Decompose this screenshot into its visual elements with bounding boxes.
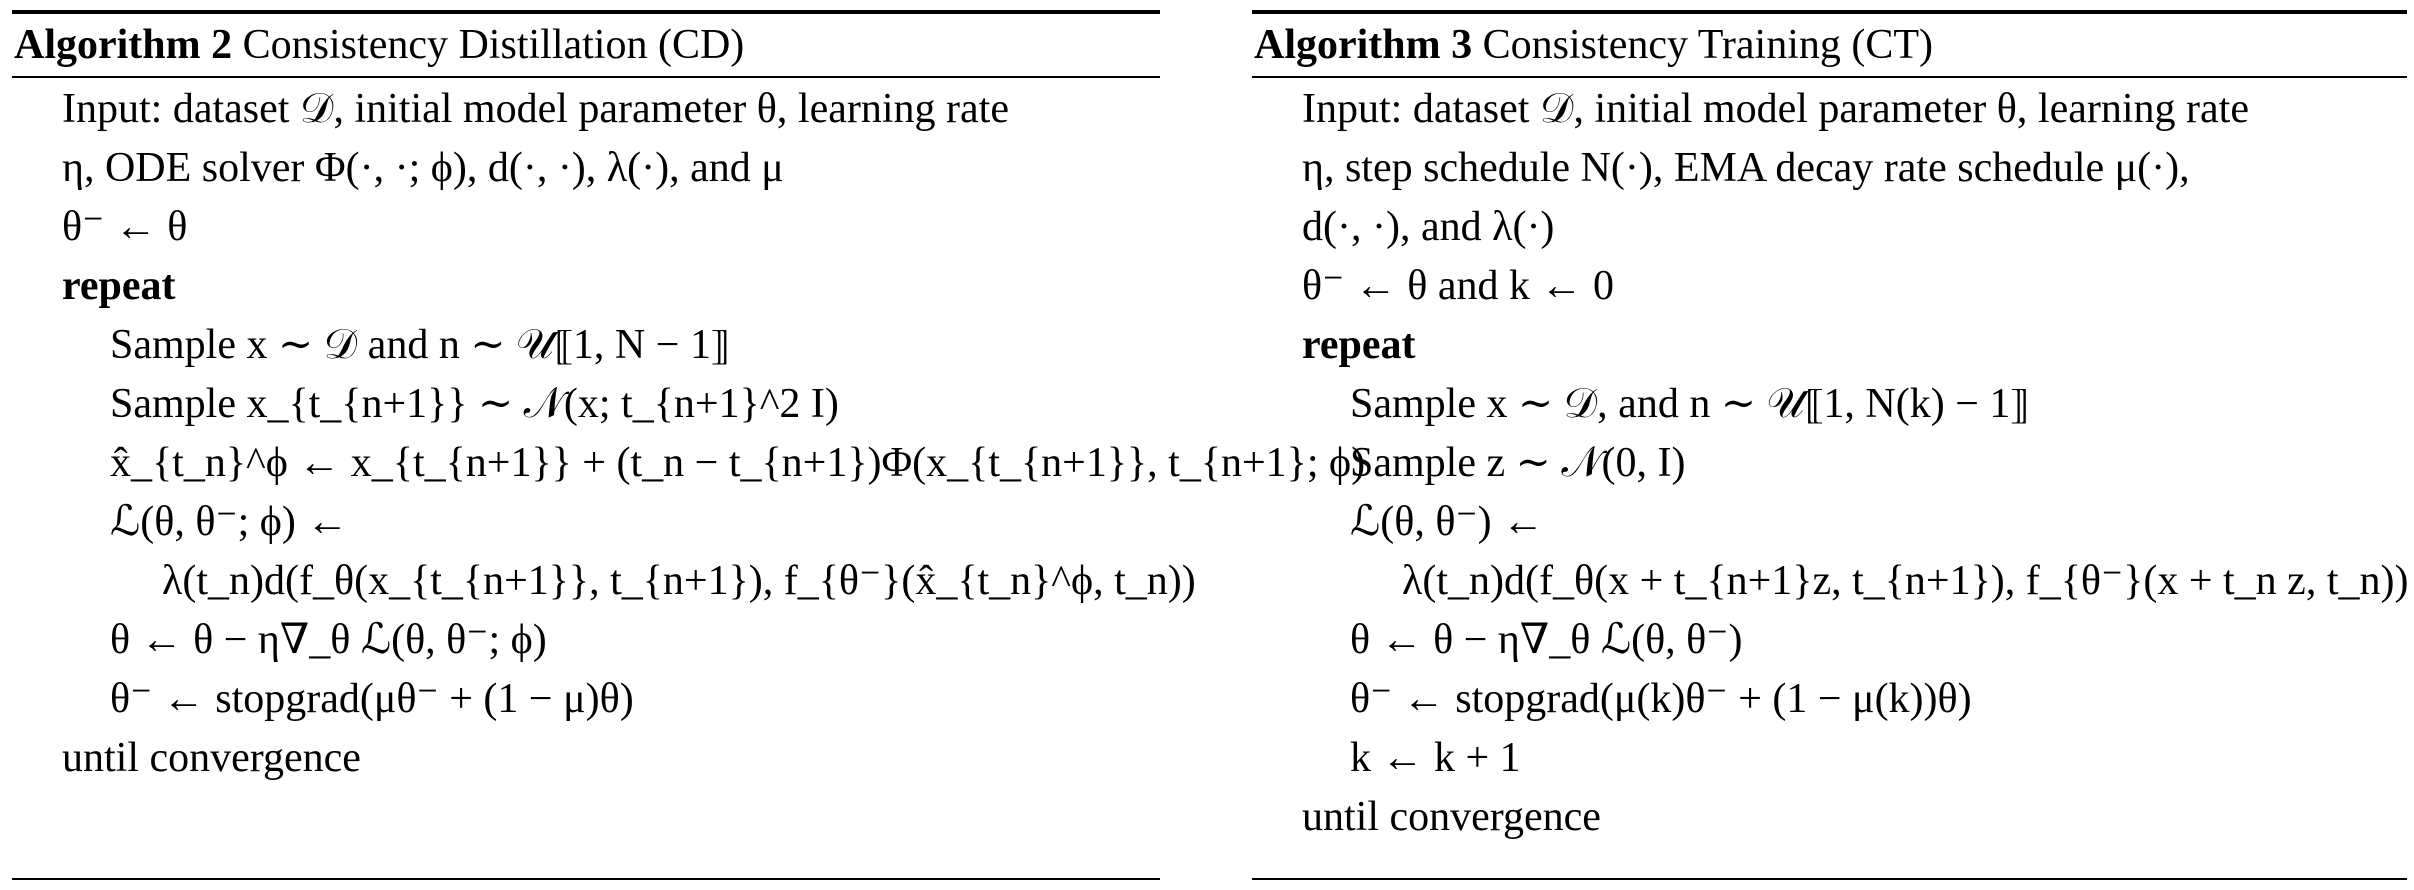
algorithm-body	[12, 78, 1366, 790]
algo-line: ℒ(θ, θ⁻) ←	[1350, 499, 1545, 545]
algo-line: η, step schedule N(·), EMA decay rate schedule μ(·),	[1302, 145, 2190, 191]
algorithm-header	[1252, 14, 2407, 76]
algo-line: θ⁻ ← θ and k ← 0	[1302, 263, 1615, 309]
algo-line: until convergence	[1302, 794, 1601, 840]
algo-line: repeat	[62, 263, 176, 309]
algorithm-body	[1252, 78, 2407, 849]
algo-line: λ(t_n)d(f_θ(x_{t_{n+1}}, t_{n+1}), f_{θ⁻}(x̂_{t_n}^ϕ, t_n))	[162, 558, 1196, 604]
algorithm-label: Algorithm 3	[1254, 22, 1473, 68]
bottom-rule	[12, 878, 1160, 880]
algo-line: d(·, ·), and λ(·)	[1302, 204, 1555, 250]
algo-line: until convergence	[62, 735, 361, 781]
bottom-rule	[1252, 878, 2407, 880]
algo-line: θ ← θ − η∇_θ ℒ(θ, θ⁻; ϕ)	[110, 617, 547, 663]
algo-line: θ⁻ ← stopgrad(μ(k)θ⁻ + (1 − μ(k))θ)	[1350, 676, 1972, 722]
algo-line: repeat	[1302, 322, 1416, 368]
algorithm-ct-box	[1252, 10, 2407, 849]
algo-line: λ(t_n)d(f_θ(x + t_{n+1}z, t_{n+1}), f_{θ⁻}(x + t_n z, t_n))	[1402, 558, 2409, 604]
algo-line: ℒ(θ, θ⁻; ϕ) ←	[110, 499, 349, 545]
algorithm-header	[12, 14, 1160, 76]
algo-line: k ← k + 1	[1350, 735, 1521, 781]
algo-line: Sample z ∼ 𝒩(0, I)	[1350, 440, 1686, 486]
algo-line: Input: dataset 𝒟, initial model parameter θ, learning rate	[62, 86, 1009, 132]
algo-line: θ⁻ ← stopgrad(μθ⁻ + (1 − μ)θ)	[110, 676, 634, 722]
algo-line: Sample x ∼ 𝒟 and n ∼ 𝒰⟦1, N − 1⟧	[110, 322, 731, 368]
algo-line: θ⁻ ← θ	[62, 204, 188, 250]
algorithm-title: Consistency Distillation (CD)	[242, 22, 745, 68]
algo-line: Sample x_{t_{n+1}} ∼ 𝒩(x; t_{n+1}^2 I)	[110, 381, 839, 427]
algorithm-title: Consistency Training (CT)	[1482, 22, 1934, 68]
algo-line: Sample x ∼ 𝒟, and n ∼ 𝒰⟦1, N(k) − 1⟧	[1350, 381, 2030, 427]
algo-line: Input: dataset 𝒟, initial model parameter θ, learning rate	[1302, 86, 2249, 132]
algo-line: η, ODE solver Φ(·, ·; ϕ), d(·, ·), λ(·), and μ	[62, 145, 784, 191]
algo-line: x̂_{t_n}^ϕ ← x_{t_{n+1}} + (t_n − t_{n+1})Φ(x_{t_{n+1}}, t_{n+1}; ϕ)	[110, 440, 1366, 486]
algorithm-label: Algorithm 2	[14, 22, 233, 68]
algo-line: θ ← θ − η∇_θ ℒ(θ, θ⁻)	[1350, 617, 1743, 663]
